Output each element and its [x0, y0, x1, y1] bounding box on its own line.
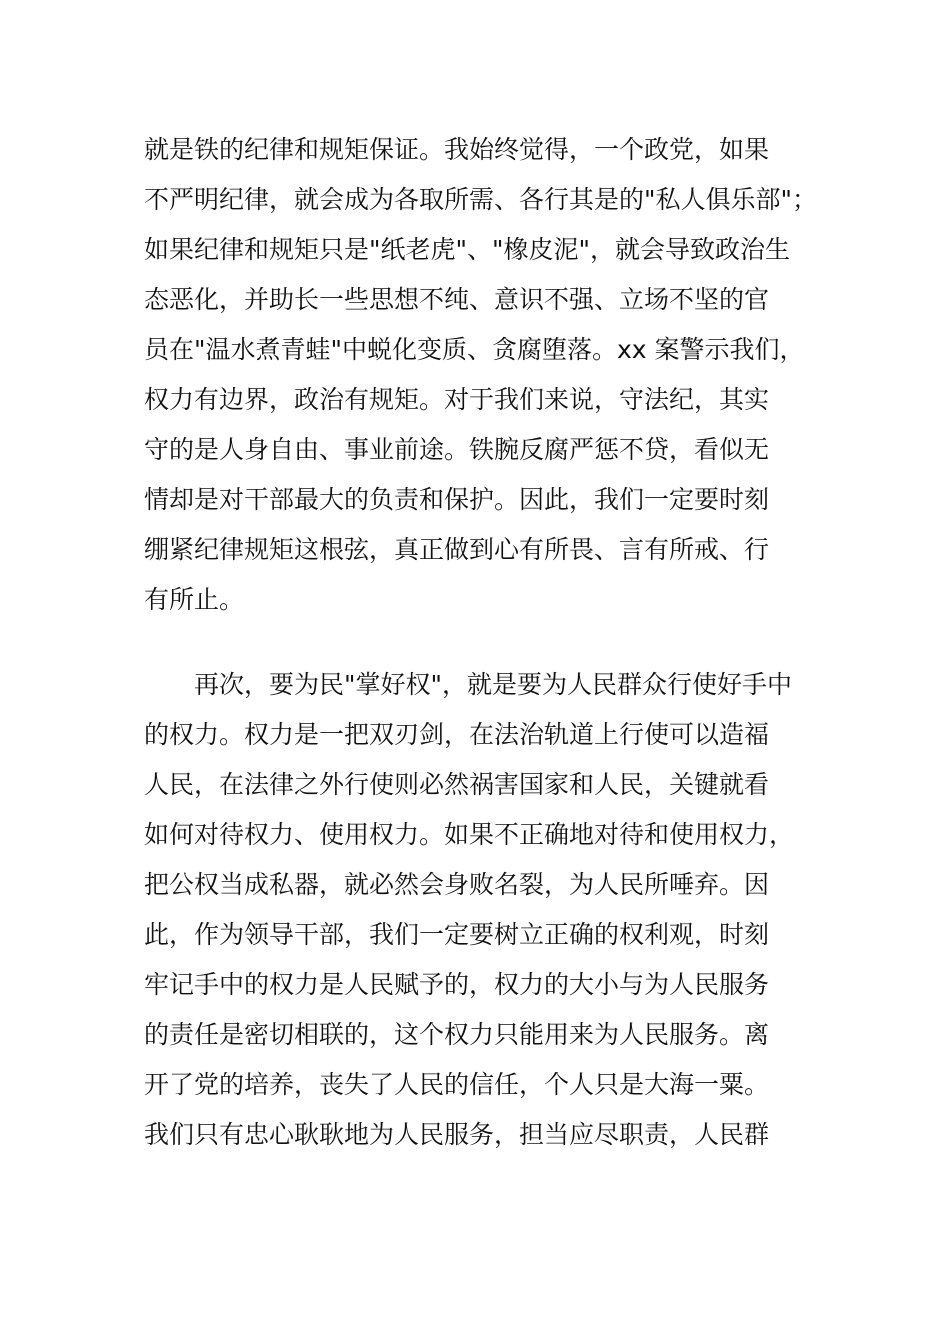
paragraph1-line: 不严明纪律，就会成为各取所需、各行其是的"私人俱乐部"； [144, 185, 818, 214]
paragraph1-line: 绷紧纪律规矩这根弦，真正做到心有所畏、言有所戒、行 [144, 535, 770, 564]
paragraph2-line: 人民，在法律之外行使则必然祸害国家和人民，关键就看 [144, 770, 770, 799]
paragraph1-line: 态恶化，并助长一些思想不纯、意识不强、立场不坚的官 [144, 285, 770, 314]
paragraph1-line: 权力有边界，政治有规矩。对于我们来说，守法纪，其实 [144, 385, 770, 414]
paragraph2-line: 牢记手中的权力是人民赋予的，权力的大小与为人民服务 [144, 970, 770, 999]
paragraph2-line: 如何对待权力、使用权力。如果不正确地对待和使用权力， [144, 820, 795, 849]
paragraph2-line: 开了党的培养，丧失了人民的信任，个人只是大海一粟。 [144, 1070, 770, 1099]
paragraph1-line: 情却是对干部最大的负责和保护。因此，我们一定要时刻 [144, 485, 770, 514]
paragraph2-line: 此，作为领导干部，我们一定要树立正确的权利观，时刻 [144, 920, 770, 949]
paragraph2-line: 的责任是密切相联的，这个权力只能用来为人民服务。离 [144, 1020, 770, 1049]
paragraph1-line: 如果纪律和规矩只是"纸老虎"、"橡皮泥"，就会导致政治生 [144, 235, 790, 264]
paragraph2-line: 的权力。权力是一把双刃剑，在法治轨道上行使可以造福 [144, 720, 770, 749]
paragraph2-line: 我们只有忠心耿耿地为人民服务，担当应尽职责，人民群 [144, 1120, 770, 1149]
paragraph1-line: 员在"温水煮青蛙"中蜕化变质、贪腐堕落。xx 案警示我们， [144, 335, 805, 364]
paragraph1-line: 有所止。 [144, 585, 245, 614]
paragraph1-line: 守的是人身自由、事业前途。铁腕反腐严惩不贷，看似无 [144, 435, 770, 464]
paragraph2-line: 把公权当成私器，就必然会身败名裂，为人民所唾弃。因 [144, 870, 770, 899]
paragraph1-line: 就是铁的纪律和规矩保证。我始终觉得，一个政党，如果 [144, 135, 770, 164]
paragraph2-line: 再次，要为民"掌好权"，就是要为人民群众行使好手中 [194, 670, 793, 699]
